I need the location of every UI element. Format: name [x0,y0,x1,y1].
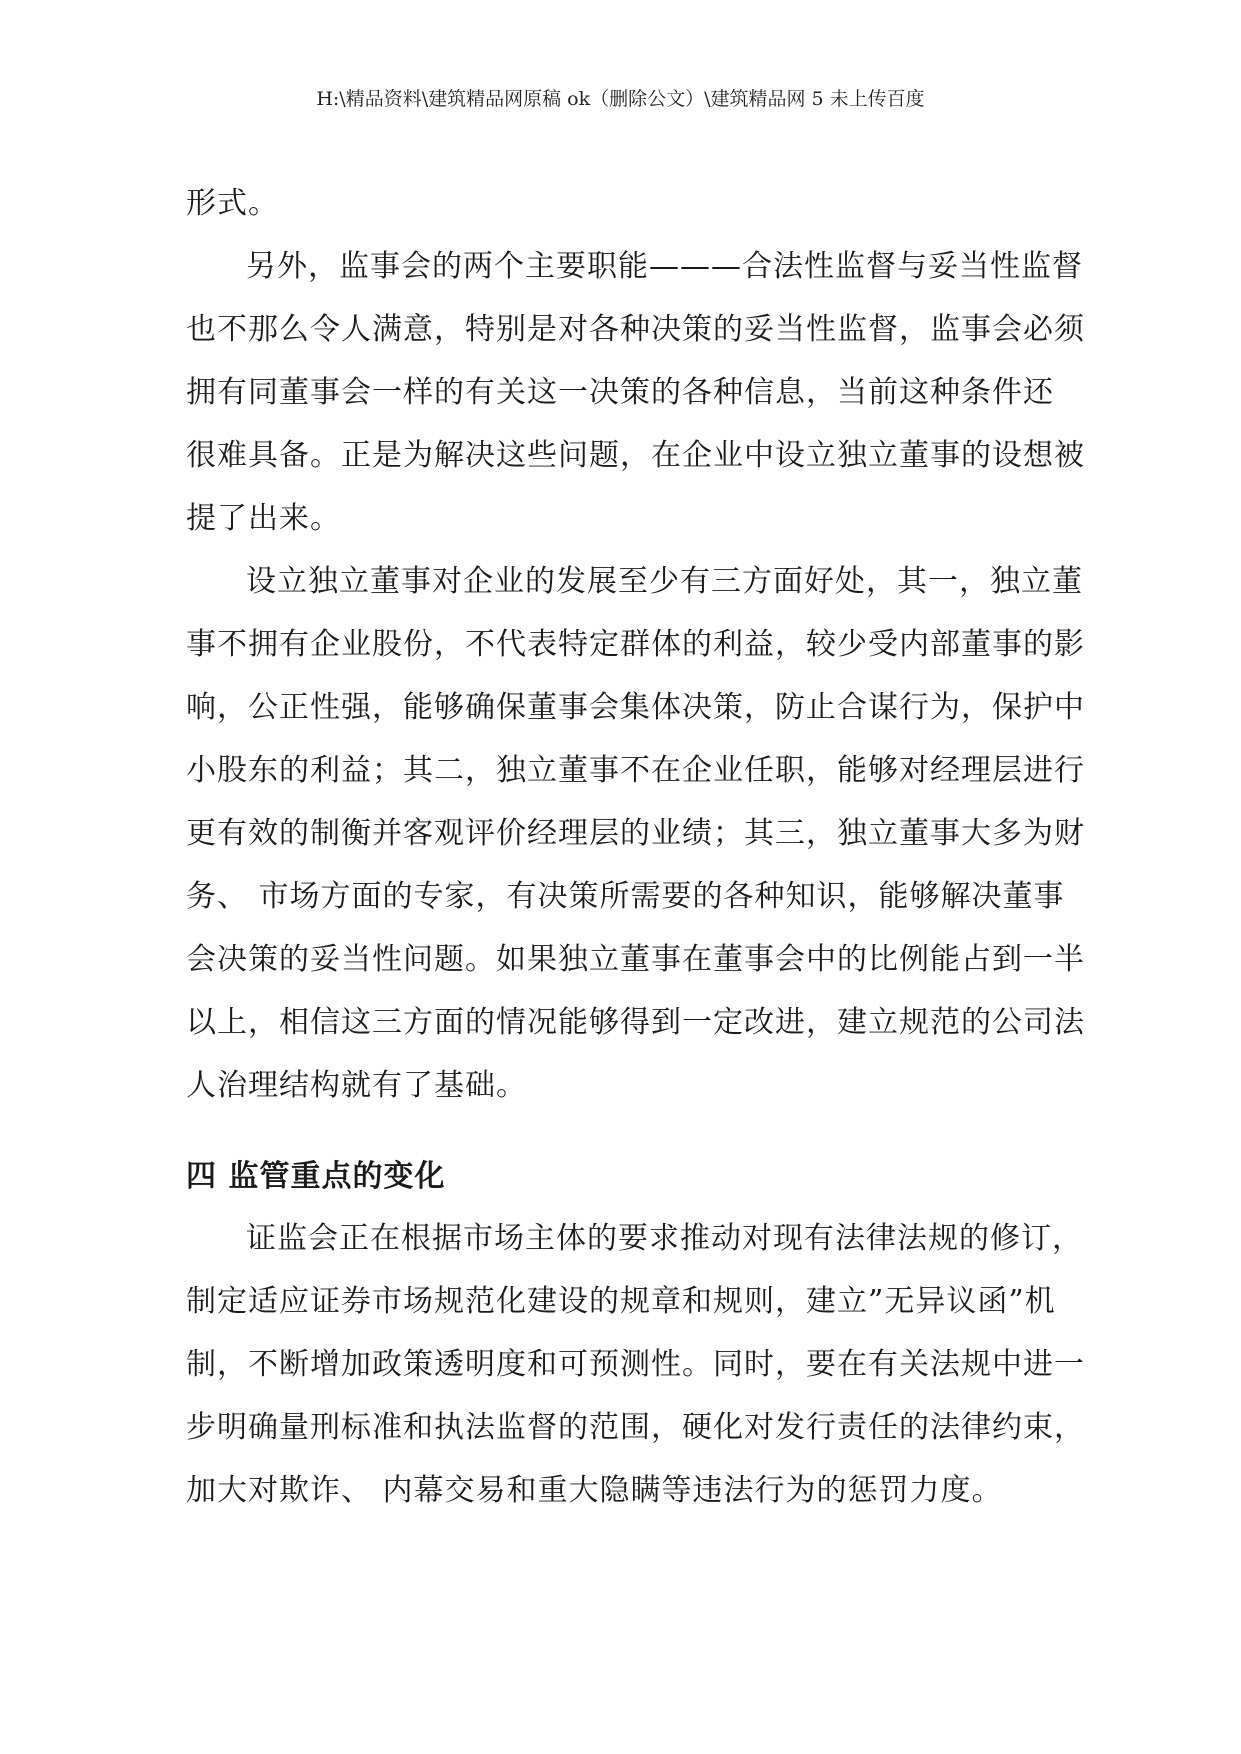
text-line: 设立独立董事对企业的发展至少有三方面好处，其一，独立董 [246,564,1083,599]
page-header-path: H:\精品资料\建筑精品网原稿 ok（删除公文）\建筑精品网 5 未上传百度 [316,88,925,110]
paragraph-1 [186,172,1072,235]
text-line: 制定适应证券市场规范化建设的规章和规则，建立”无异议函”机 [186,1284,1056,1319]
text-line: 证监会正在根据市场主体的要求推动对现有法律法规的修订， [246,1221,1083,1256]
text-line: 另外，监事会的两个主要职能———合法性监督与妥当性监督 [246,249,1083,284]
text-line: 也不那么令人满意，特别是对各种决策的妥当性监督，监事会必须 [186,312,1085,347]
text-line: 更有效的制衡并客观评价经理层的业绩；其三，独立董事大多为财 [186,816,1085,851]
text-line: 以上，相信这三方面的情况能够得到一定改进，建立规范的公司法 [186,1005,1085,1040]
section-paragraph-1 [186,1207,1085,1522]
text-line: 会决策的妥当性问题。如果独立董事在董事会中的比例能占到一半 [186,942,1085,977]
section-heading: 四 监管重点的变化 [186,1159,446,1194]
text-line: 响，公正性强，能够确保董事会集体决策，防止合谋行为，保护中 [186,690,1085,725]
paragraph-2 [186,235,1085,550]
text-line: 人治理结构就有了基础。 [186,1068,527,1103]
text-line: 事不拥有企业股份，不代表特定群体的利益，较少受内部董事的影 [186,627,1085,662]
text-line: 制，不断增加政策透明度和可预测性。同时，要在有关法规中进一 [186,1347,1085,1382]
text-line: 小股东的利益；其二，独立董事不在企业任职，能够对经理层进行 [186,753,1085,788]
text-line: 形式。 [186,186,279,221]
text-line: 加大对欺诈、 内幕交易和重大隐瞒等违法行为的惩罚力度。 [186,1473,1003,1508]
text-line: 提了出来。 [186,501,341,536]
text-line: 很难具备。正是为解决这些问题，在企业中设立独立董事的设想被 [186,438,1085,473]
text-line: 拥有同董事会一样的有关这一决策的各种信息，当前这种条件还 [186,375,1054,410]
document-body [186,172,1085,1522]
paragraph-3 [186,550,1085,1117]
text-line: 务、 市场方面的专家，有决策所需要的各种知识，能够解决董事 [186,879,1065,914]
text-line: 步明确量刑标准和执法监督的范围，硬化对发行责任的法律约束， [186,1410,1085,1445]
